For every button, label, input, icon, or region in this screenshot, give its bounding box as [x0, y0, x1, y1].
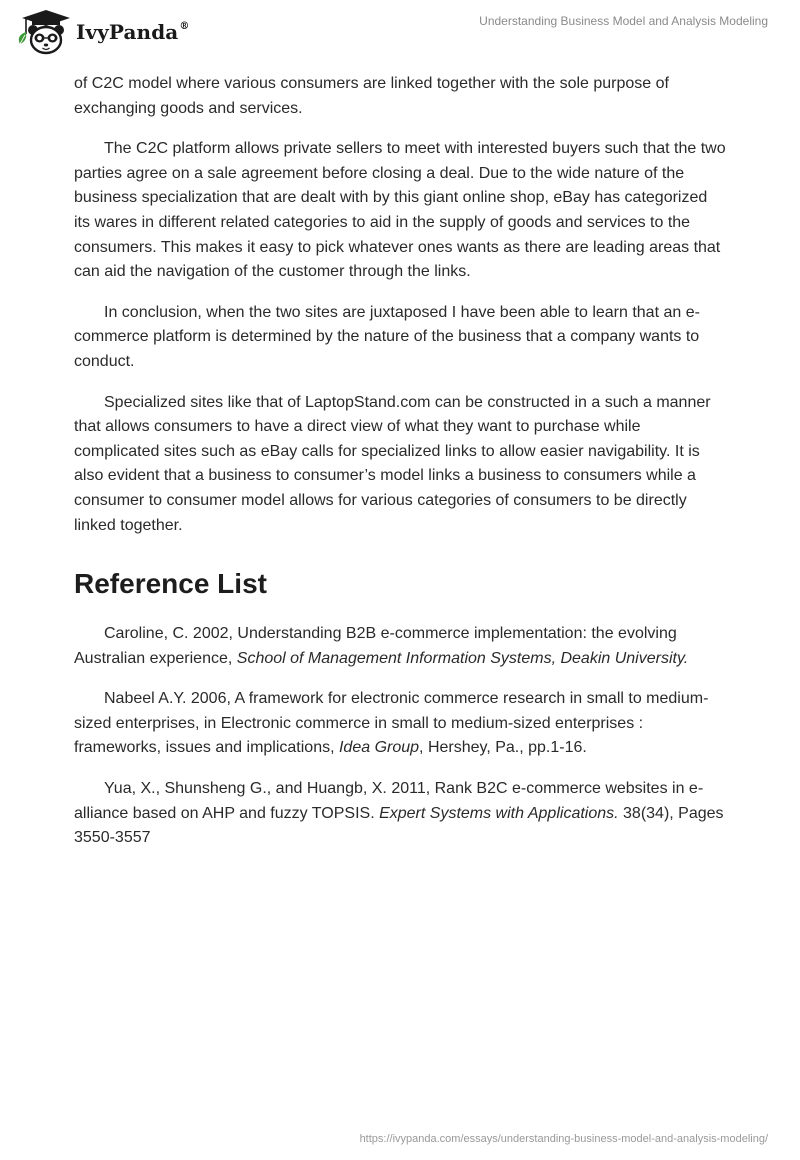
- brand-name: IvyPanda®: [76, 20, 190, 44]
- body-paragraph: In conclusion, when the two sites are juxtaposed I have been able to learn that an e-commerce platform is determined by the nature of the business that a company wants to conduct.: [74, 303, 700, 370]
- ivypanda-logo[interactable]: [14, 8, 214, 58]
- body-paragraph: Specialized sites like that of LaptopStand.com can be constructed in a such a manner that allows consumers to have a direct view of what they want to purchase while complicated sites such as eBay calls for specialized links to allow easier navigability. It is also evident that a business to consumer’s model links a business to consumers while a consumer to consumer model allows for various categories of consumers to be directly linked together.: [74, 393, 711, 534]
- page-header: [0, 0, 800, 64]
- reference-list-heading: Reference List: [74, 568, 267, 600]
- source-url[interactable]: https://ivypanda.com/essays/understanding-business-model-and-analysis-modeling/: [359, 1133, 768, 1145]
- reference-entry: Yua, X., Shunsheng G., and Huangb, X. 2011, Rank B2C e-commerce websites in e-alliance based on AHP and fuzzy TOPSIS. Expert Systems with Applications. 38(34), Pages 3550-3557: [74, 780, 724, 847]
- reference-entry: Caroline, C. 2002, Understanding B2B e-commerce implementation: the evolving Australian experience, School of Management Information Systems, Deakin University.: [74, 625, 689, 667]
- body-paragraph: of C2C model where various consumers are linked together with the sole purpose of exchanging goods and services.: [74, 75, 669, 117]
- panda-logo-icon: [14, 8, 74, 58]
- document-title: Understanding Business Model and Analysis Modeling: [479, 14, 768, 28]
- reference-entry: Nabeel A.Y. 2006, A framework for electronic commerce research in small to medium-sized enterprises, in Electronic commerce in small to medium-sized enterprises : frameworks, issues and implications, Idea Group, Hershey, Pa., pp.1-16.: [74, 690, 709, 757]
- essay-body: [74, 72, 726, 867]
- body-paragraph: The C2C platform allows private sellers to meet with interested buyers such that the two parties agree on a sale agreement before closing a deal. Due to the wide nature of the business specialization that are dealt with by this giant online shop, eBay has categorized its wares in different related categories to aid in the supply of goods and services to the consumers. This makes it easy to pick whatever ones wants as there are leading areas that can aid the navigation of the customer through the links.: [74, 140, 726, 281]
